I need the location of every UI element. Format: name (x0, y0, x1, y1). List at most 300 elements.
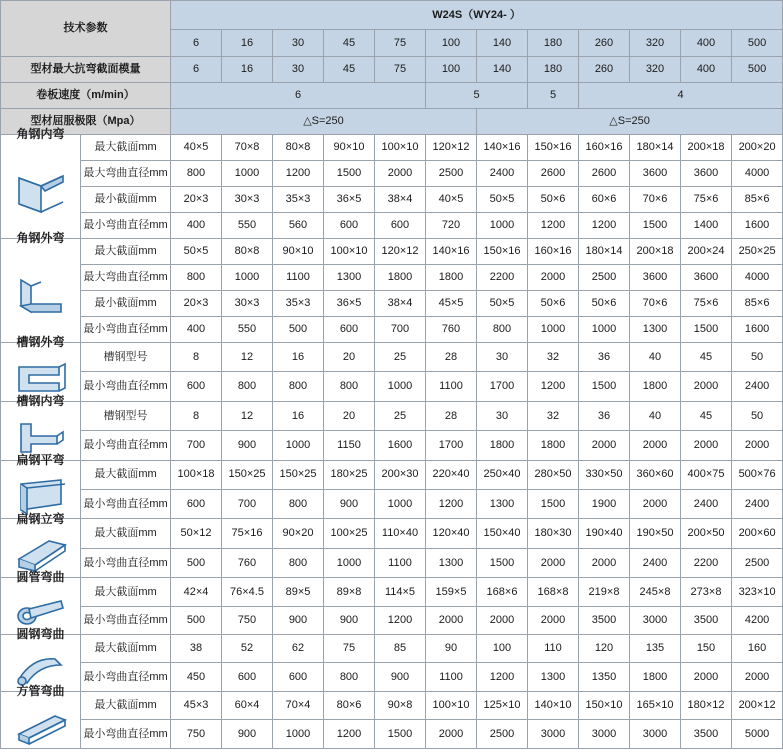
spec-value: 2000 (528, 265, 579, 291)
spec-value: 800 (273, 489, 324, 518)
size-header-5: 100 (426, 30, 477, 57)
spec-value: 600 (222, 663, 273, 691)
spec-value: 1000 (579, 317, 630, 343)
spec-value: 600 (273, 663, 324, 691)
row-label: 最大截面mm (81, 519, 171, 548)
spec-row (1, 161, 783, 187)
header-subrow (1, 57, 783, 83)
spec-value: 50 (732, 343, 783, 372)
spec-value: 1300 (324, 265, 375, 291)
spec-value: 3500 (579, 606, 630, 634)
spec-value: 1350 (579, 663, 630, 691)
row-label: 最小截面mm (81, 187, 171, 213)
spec-value: 800 (171, 161, 222, 187)
spec-value: 1200 (579, 213, 630, 239)
spec-value: 1800 (528, 431, 579, 460)
spec-value: 1500 (579, 372, 630, 401)
spec-value: 190×50 (630, 519, 681, 548)
spec-value: 50×6 (528, 187, 579, 213)
spec-value: 120×12 (375, 239, 426, 265)
spec-value: 2500 (579, 265, 630, 291)
spec-value: 150×16 (477, 239, 528, 265)
material-cell-7 (1, 627, 81, 691)
spec-row (1, 401, 783, 430)
spec-value: 150×10 (579, 691, 630, 719)
material-label: 角钢内弯 (16, 127, 65, 142)
spec-value: 50×5 (477, 187, 528, 213)
spec-value: 750 (171, 720, 222, 748)
spec-value: 4200 (732, 606, 783, 634)
spec-value: 62 (273, 634, 324, 662)
spec-value: 89×8 (324, 578, 375, 606)
spec-value: 2400 (477, 161, 528, 187)
spec-value: 75 (324, 634, 375, 662)
spec-value: 100 (477, 634, 528, 662)
spec-value: 500×76 (732, 460, 783, 489)
row-label: 最小弯曲直径mm (81, 548, 171, 577)
material-cell-5 (1, 511, 81, 578)
spec-row (1, 372, 783, 401)
header-merged-value: 4 (579, 83, 783, 109)
spec-row (1, 720, 783, 748)
spec-value: 168×6 (477, 578, 528, 606)
spec-value: 273×8 (681, 578, 732, 606)
row-label: 最大截面mm (81, 634, 171, 662)
spec-value: 40×5 (171, 135, 222, 161)
spec-value: 1300 (630, 317, 681, 343)
spec-row (1, 489, 783, 518)
spec-value: 220×40 (426, 460, 477, 489)
spec-value: 90×20 (273, 519, 324, 548)
spec-value: 89×5 (273, 578, 324, 606)
spec-value: 1800 (630, 372, 681, 401)
spec-value: 1200 (375, 606, 426, 634)
spec-value: 3600 (630, 161, 681, 187)
spec-value: 200×12 (732, 691, 783, 719)
spec-value: 36×5 (324, 291, 375, 317)
spec-value: 100×10 (375, 135, 426, 161)
spec-value: 900 (324, 489, 375, 518)
spec-value: 160×16 (528, 239, 579, 265)
spec-value: 70×6 (630, 291, 681, 317)
spec-value: 1600 (732, 213, 783, 239)
spec-value: 180×30 (528, 519, 579, 548)
spec-value: 245×8 (630, 578, 681, 606)
angle-steel-inner-bend-icon (2, 142, 79, 245)
spec-value: 500 (171, 606, 222, 634)
spec-row (1, 239, 783, 265)
spec-value: 38 (171, 634, 222, 662)
material-cell-4 (1, 452, 81, 519)
spec-row (1, 663, 783, 691)
spec-value: 120 (579, 634, 630, 662)
spec-value: 323×10 (732, 578, 783, 606)
spec-value: 60×6 (579, 187, 630, 213)
spec-value: 250×40 (477, 460, 528, 489)
spec-value: 1500 (477, 548, 528, 577)
spec-value: 280×50 (528, 460, 579, 489)
material-label: 扁钢平弯 (16, 452, 65, 467)
spec-value: 4000 (732, 161, 783, 187)
spec-value: 140×10 (528, 691, 579, 719)
spec-value: 900 (222, 720, 273, 748)
spec-value: 180×14 (630, 135, 681, 161)
spec-value: 1800 (375, 265, 426, 291)
spec-value: 16 (273, 343, 324, 372)
header-row-label-0: 型材最大抗弯截面模量 (1, 57, 171, 83)
spec-value: 20×3 (171, 291, 222, 317)
row-label: 最大截面mm (81, 691, 171, 719)
spec-value: 1100 (426, 372, 477, 401)
size-header-7: 180 (528, 30, 579, 57)
spec-value: 50×12 (171, 519, 222, 548)
spec-value: 80×8 (273, 135, 324, 161)
spec-row (1, 691, 783, 719)
header-value: 75 (375, 57, 426, 83)
spec-value: 2000 (681, 431, 732, 460)
spec-value: 1200 (477, 663, 528, 691)
spec-value: 1100 (273, 265, 324, 291)
material-cell-2 (1, 335, 81, 402)
row-label: 槽钢型号 (81, 343, 171, 372)
spec-value: 360×60 (630, 460, 681, 489)
material-label: 角钢外弯 (16, 231, 65, 246)
spec-value: 600 (324, 213, 375, 239)
header-merged-value: 5 (426, 83, 528, 109)
spec-value: 1000 (222, 265, 273, 291)
spec-value: 1100 (426, 663, 477, 691)
spec-value: 1300 (426, 548, 477, 577)
spec-value: 1000 (222, 161, 273, 187)
header-value: 500 (732, 57, 783, 83)
spec-value: 70×4 (273, 691, 324, 719)
spec-value: 200×18 (681, 135, 732, 161)
spec-value: 2500 (732, 548, 783, 577)
spec-value: 200×24 (681, 239, 732, 265)
spec-value: 3000 (528, 720, 579, 748)
spec-value: 160 (732, 634, 783, 662)
spec-value: 32 (528, 343, 579, 372)
spec-value: 1200 (426, 489, 477, 518)
spec-value: 750 (222, 606, 273, 634)
spec-value: 140×16 (477, 135, 528, 161)
spec-value: 100×18 (171, 460, 222, 489)
spec-value: 800 (222, 372, 273, 401)
row-label: 最小弯曲直径mm (81, 431, 171, 460)
material-label: 槽钢外弯 (16, 335, 65, 350)
spec-value: 2400 (732, 489, 783, 518)
row-label: 最小弯曲直径mm (81, 663, 171, 691)
spec-value: 40 (630, 343, 681, 372)
header-subrow (1, 83, 783, 109)
spec-value: 2000 (579, 431, 630, 460)
spec-value: 3500 (681, 606, 732, 634)
spec-value: 30×3 (222, 187, 273, 213)
spec-value: 76×4.5 (222, 578, 273, 606)
spec-value: 100×10 (426, 691, 477, 719)
spec-value: 550 (222, 317, 273, 343)
spec-value: 120×40 (426, 519, 477, 548)
spec-value: 1400 (681, 213, 732, 239)
header-row-label-2: 型材屈服极限（Mpa） (1, 109, 171, 135)
spec-value: 30 (477, 401, 528, 430)
spec-value: 700 (171, 431, 222, 460)
spec-value: 160×16 (579, 135, 630, 161)
spec-value: 25 (375, 343, 426, 372)
spec-value: 16 (273, 401, 324, 430)
spec-value: 2000 (426, 720, 477, 748)
spec-value: 36×5 (324, 187, 375, 213)
row-label: 最小弯曲直径mm (81, 720, 171, 748)
spec-value: 500 (273, 317, 324, 343)
spec-value: 450 (171, 663, 222, 691)
header-value: 180 (528, 57, 579, 83)
spec-value: 4000 (732, 265, 783, 291)
spec-value: 150×25 (273, 460, 324, 489)
row-label: 最小弯曲直径mm (81, 213, 171, 239)
spec-value: 38×4 (375, 291, 426, 317)
spec-value: 80×6 (324, 691, 375, 719)
header-subrow (1, 109, 783, 135)
spec-value: 180×25 (324, 460, 375, 489)
spec-value: 30 (477, 343, 528, 372)
spec-value: 3000 (630, 720, 681, 748)
spec-value: 140×16 (426, 239, 477, 265)
spec-value: 2600 (528, 161, 579, 187)
size-header-11: 500 (732, 30, 783, 57)
header-value: 30 (273, 57, 324, 83)
header-row-label-1: 卷板速度（m/min） (1, 83, 171, 109)
spec-value: 1500 (324, 161, 375, 187)
row-label: 最小弯曲直径mm (81, 317, 171, 343)
material-cell-0 (1, 127, 81, 239)
spec-value: 1300 (528, 663, 579, 691)
spec-row (1, 213, 783, 239)
spec-value: 75×6 (681, 187, 732, 213)
size-header-10: 400 (681, 30, 732, 57)
spec-value: 1900 (579, 489, 630, 518)
spec-value: 1000 (528, 317, 579, 343)
spec-value: 600 (171, 372, 222, 401)
spec-value: 35×3 (273, 291, 324, 317)
spec-row (1, 187, 783, 213)
spec-value: 50×5 (477, 291, 528, 317)
spec-value: 2000 (426, 606, 477, 634)
spec-value: 85×6 (732, 187, 783, 213)
spec-value: 2000 (528, 548, 579, 577)
spec-value: 90×10 (273, 239, 324, 265)
spec-value: 2000 (630, 489, 681, 518)
size-header-3: 45 (324, 30, 375, 57)
spec-value: 2000 (528, 606, 579, 634)
spec-value: 800 (273, 372, 324, 401)
material-label: 圆管弯曲 (16, 570, 65, 585)
spec-value: 120×12 (426, 135, 477, 161)
header-merged-value: △S=250 (477, 109, 783, 135)
spec-value: 159×5 (426, 578, 477, 606)
spec-value: 1000 (477, 213, 528, 239)
row-label: 最小弯曲直径mm (81, 606, 171, 634)
spec-value: 180×14 (579, 239, 630, 265)
spec-value: 900 (375, 663, 426, 691)
row-label: 槽钢型号 (81, 401, 171, 430)
param-header-label: 技术参数 (1, 1, 171, 57)
spec-value: 2000 (630, 431, 681, 460)
spec-value: 1700 (477, 372, 528, 401)
row-label: 最小弯曲直径mm (81, 372, 171, 401)
row-label: 最大截面mm (81, 460, 171, 489)
spec-value: 1200 (273, 161, 324, 187)
header-value: 6 (171, 57, 222, 83)
spec-value: 1500 (528, 489, 579, 518)
spec-value: 40×5 (426, 187, 477, 213)
spec-value: 150×25 (222, 460, 273, 489)
spec-value: 800 (324, 663, 375, 691)
spec-value: 80×8 (222, 239, 273, 265)
spec-row (1, 431, 783, 460)
spec-value: 900 (273, 606, 324, 634)
spec-value: 3600 (630, 265, 681, 291)
row-label: 最大截面mm (81, 239, 171, 265)
header-value: 320 (630, 57, 681, 83)
spec-row (1, 317, 783, 343)
angle-steel-outer-bend-icon (2, 246, 79, 349)
spec-value: 45×5 (426, 291, 477, 317)
spec-value: 3600 (681, 161, 732, 187)
spec-value: 168×8 (528, 578, 579, 606)
spec-value: 12 (222, 401, 273, 430)
row-label: 最小弯曲直径mm (81, 489, 171, 518)
spec-value: 3000 (630, 606, 681, 634)
spec-value: 36 (579, 401, 630, 430)
spec-value: 2400 (732, 372, 783, 401)
row-label: 最小截面mm (81, 291, 171, 317)
spec-value: 1600 (375, 431, 426, 460)
spec-value: 85×6 (732, 291, 783, 317)
spec-value: 50×6 (579, 291, 630, 317)
spec-value: 28 (426, 401, 477, 430)
material-label: 圆钢弯曲 (16, 627, 65, 642)
spec-value: 2000 (681, 372, 732, 401)
spec-value: 70×8 (222, 135, 273, 161)
spec-value: 900 (324, 606, 375, 634)
spec-value: 700 (222, 489, 273, 518)
spec-value: 50 (732, 401, 783, 430)
size-header-9: 320 (630, 30, 681, 57)
spec-value: 30×3 (222, 291, 273, 317)
spec-value: 90×10 (324, 135, 375, 161)
spec-value: 700 (375, 317, 426, 343)
spec-value: 38×4 (375, 187, 426, 213)
spec-value: 100×25 (324, 519, 375, 548)
row-label: 最大弯曲直径mm (81, 265, 171, 291)
spec-value: 2000 (477, 606, 528, 634)
spec-value: 2200 (477, 265, 528, 291)
spec-value: 3500 (681, 720, 732, 748)
spec-row (1, 135, 783, 161)
spec-value: 2400 (630, 548, 681, 577)
spec-row (1, 578, 783, 606)
spec-value: 900 (222, 431, 273, 460)
spec-value: 125×10 (477, 691, 528, 719)
spec-value: 200×18 (630, 239, 681, 265)
spec-row (1, 291, 783, 317)
spec-value: 5000 (732, 720, 783, 748)
model-title: W24S（WY24- ） (171, 1, 783, 30)
spec-value: 1200 (528, 213, 579, 239)
spec-value: 2500 (477, 720, 528, 748)
spec-value: 12 (222, 343, 273, 372)
spec-value: 150×16 (528, 135, 579, 161)
material-label: 槽钢内弯 (16, 393, 65, 408)
square-tube-bend-icon (2, 699, 79, 754)
header-merged-value: 6 (171, 83, 426, 109)
spec-value: 3600 (681, 265, 732, 291)
size-header-0: 6 (171, 30, 222, 57)
spec-value: 800 (324, 372, 375, 401)
spec-value: 114×5 (375, 578, 426, 606)
spec-value: 1100 (375, 548, 426, 577)
row-label: 最大截面mm (81, 135, 171, 161)
spec-value: 20×3 (171, 187, 222, 213)
material-label: 方管弯曲 (16, 683, 65, 698)
header-value: 140 (477, 57, 528, 83)
spec-value: 2000 (732, 431, 783, 460)
spec-value: 400 (171, 213, 222, 239)
spec-value: 75×16 (222, 519, 273, 548)
spec-value: 25 (375, 401, 426, 430)
spec-value: 45 (681, 401, 732, 430)
spec-value: 40 (630, 401, 681, 430)
spec-value: 8 (171, 343, 222, 372)
spec-value: 1800 (477, 431, 528, 460)
spec-value: 800 (273, 548, 324, 577)
spec-value: 1150 (324, 431, 375, 460)
spec-value: 28 (426, 343, 477, 372)
header-value: 400 (681, 57, 732, 83)
header-value: 100 (426, 57, 477, 83)
spec-value: 550 (222, 213, 273, 239)
spec-value: 100×10 (324, 239, 375, 265)
spec-row (1, 460, 783, 489)
spec-value: 90×8 (375, 691, 426, 719)
material-label: 扁钢立弯 (16, 511, 65, 526)
spec-value: 165×10 (630, 691, 681, 719)
spec-value: 200×60 (732, 519, 783, 548)
size-header-4: 75 (375, 30, 426, 57)
header-value: 260 (579, 57, 630, 83)
spec-value: 45×3 (171, 691, 222, 719)
spec-value: 1000 (273, 720, 324, 748)
spec-value: 720 (426, 213, 477, 239)
spec-value: 110 (528, 634, 579, 662)
size-header-6: 140 (477, 30, 528, 57)
header-merged-value: 5 (528, 83, 579, 109)
spec-value: 1000 (375, 372, 426, 401)
spec-row (1, 265, 783, 291)
spec-value: 190×40 (579, 519, 630, 548)
spec-value: 32 (528, 401, 579, 430)
spec-value: 600 (171, 489, 222, 518)
spec-value: 760 (222, 548, 273, 577)
material-cell-3 (1, 393, 81, 460)
spec-value: 135 (630, 634, 681, 662)
spec-value: 1000 (375, 489, 426, 518)
spec-value: 600 (324, 317, 375, 343)
spec-value: 1500 (681, 317, 732, 343)
size-header-2: 30 (273, 30, 324, 57)
spec-value: 200×20 (732, 135, 783, 161)
